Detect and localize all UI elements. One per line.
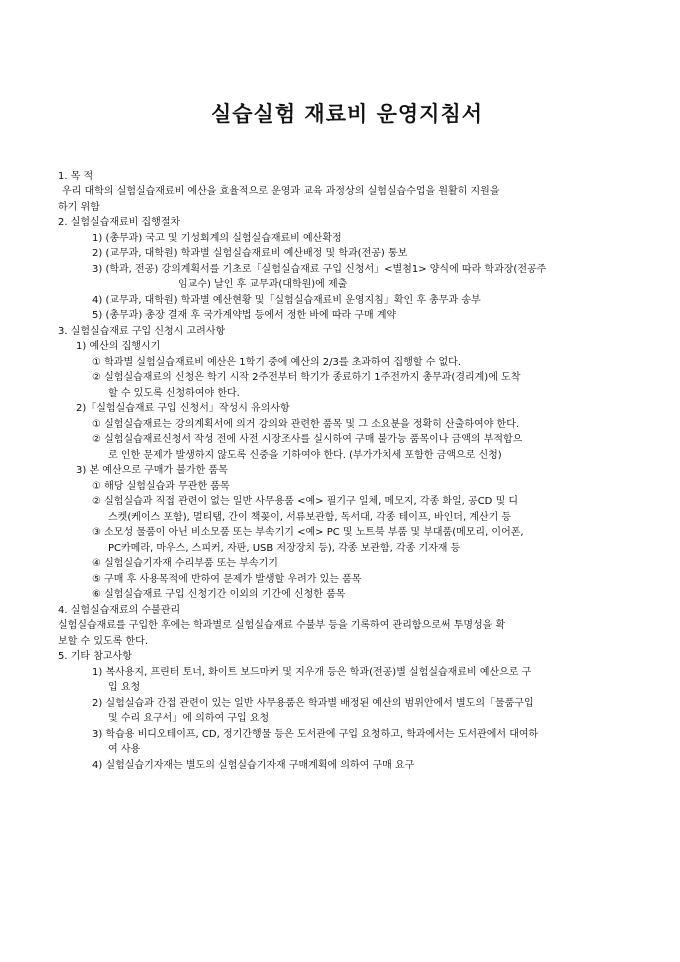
- section-title: 4. 실험실습재료의 수불관리: [58, 604, 181, 616]
- list-item-continuation: PC카메라, 마우스, 스피커, 자판, USB 저장장치 등), 각종 보관함, 각종 기자재 등: [108, 542, 461, 554]
- list-item-continuation: 할 수 있도록 신청하여야 한다.: [108, 387, 240, 399]
- list-item-continuation: 여 사용: [108, 744, 141, 756]
- list-item: 4) (교무과, 대학원) 학과별 예산현황 및「실험실습재료비 운영지침」확인 후 총무과 송부: [92, 294, 481, 306]
- section-inventory: [58, 603, 636, 650]
- section-title: 3. 실험실습재료 구입 신청시 고려사항: [58, 325, 226, 337]
- list-item: 1) 복사용지, 프린터 토너, 화이트 보드마커 및 지우개 등은 학과(전공)별 실험실습재료비 예산으로 구: [92, 666, 532, 678]
- list-item: 2) 실험실습과 간접 관련이 있는 일반 사무용품은 학과별 배정된 예산의 범위안에서 별도의「물품구입: [92, 697, 534, 709]
- section-purpose: [58, 169, 636, 216]
- list-item-continuation: 로 인한 문제가 발생하지 않도록 신중을 기하여야 한다. (부가가치세 포함한 금액으로 신청): [108, 449, 502, 461]
- subsection-title: 3) 본 예산으로 구매가 불가한 품목: [76, 465, 228, 477]
- list-item: 4) 실험실습기자재는 별도의 실험실습기자재 구매계획에 의하여 구매 요구: [92, 759, 415, 771]
- list-item: ② 실험실습과 직접 관련이 없는 일반 사무용품 <예> 필기구 일체, 메모지, 각종 화일, 공CD 및 디: [92, 496, 519, 508]
- section-title: 5. 기타 참고사항: [58, 651, 132, 663]
- subsection-title: 2)「실험실습재료 구입 신청서」작성시 유의사항: [76, 403, 290, 415]
- document-title: 실습실험 재료비 운영지침서: [210, 102, 484, 126]
- section-references: [58, 649, 636, 773]
- list-item: ③ 소모성 물품이 아닌 비소모품 또는 부속기기 <예> PC 및 노트북 부품 및 부대품(메모리, 이어폰,: [92, 527, 524, 539]
- list-item-continuation: 및 수리 요구서」에 의하여 구입 요청: [108, 713, 270, 725]
- list-item-continuation: 임교수) 날인 후 교무과(대학원)에 제출: [178, 279, 348, 291]
- list-item: ① 실험실습재료는 강의계획서에 의거 강의와 관련한 품목 및 그 소요분을 정확히 산출하여야 한다.: [92, 418, 520, 430]
- section-procedure: [58, 215, 636, 324]
- subsection-title: 1) 예산의 집행시기: [76, 341, 161, 353]
- list-item: ④ 실험실습기자재 수리부품 또는 부속기기: [92, 558, 278, 570]
- list-item-continuation: 스켓(케이스 포함), 멀티탭, 간이 책꽂이, 서류보관함, 독서대, 각종 테이프, 바인더, 계산기 등: [108, 511, 512, 523]
- list-item: 1) (총무과) 국고 및 기성회계의 실험실습재료비 예산확정: [92, 232, 342, 244]
- list-item: ⑤ 구매 후 사용목적에 반하여 문제가 발생할 우려가 있는 품목: [92, 573, 362, 585]
- list-item: ① 해당 실험실습과 무관한 품목: [92, 480, 230, 492]
- paragraph-line: 하기 위함: [58, 201, 100, 213]
- paragraph-line: 보할 수 있도록 한다.: [58, 635, 148, 647]
- section-title: 2. 실험실습재료비 집행절차: [58, 217, 181, 229]
- list-item: 3) (학과, 전공) 강의계획서를 기초로「실험실습재료 구입 신청서」<별첨1> 양식에 따라 학과장(전공주: [92, 263, 547, 275]
- list-item: ⑥ 실험실습재료 구입 신청기간 이외의 기간에 신청한 품목: [92, 589, 346, 601]
- list-item: 2) (교무과, 대학원) 학과별 실험실습재료비 예산배정 및 학과(전공) 통보: [92, 248, 408, 260]
- list-item: 3) 학습용 비디오테이프, CD, 정기간행물 등은 도서관에 구입 요청하고, 학과에서는 도서관에서 대여하: [92, 728, 539, 740]
- list-item: ② 실험실습재료의 신청은 학기 시작 2주전부터 학기가 종료하기 1주전까지 총무과(경리계)에 도착: [92, 372, 521, 384]
- paragraph-line: 실험실습재료를 구입한 후에는 학과별로 실험실습재료 수불부 등을 기록하여 관리함으로써 투명성을 확: [58, 620, 506, 632]
- list-item: ② 실험실습재료신청서 작성 전에 사전 시장조사를 실시하여 구매 불가능 품목이나 금액의 부적합으: [92, 434, 523, 446]
- list-item: 5) (총무과) 총장 결재 후 국가계약법 등에서 정한 바에 따라 구매 계약: [92, 310, 397, 322]
- section-title: 1. 목 적: [58, 170, 94, 182]
- paragraph-line: 우리 대학의 실험실습재료비 예산을 효율적으로 운영과 교육 과정상의 실험실습수업을 원활히 지원을: [62, 186, 500, 198]
- section-considerations: [58, 324, 636, 603]
- list-item-continuation: 입 요청: [108, 682, 141, 694]
- list-item: ① 학과별 실험실습재료비 예산은 1학기 중에 예산의 2/3를 초과하여 집행할 수 없다.: [92, 356, 462, 368]
